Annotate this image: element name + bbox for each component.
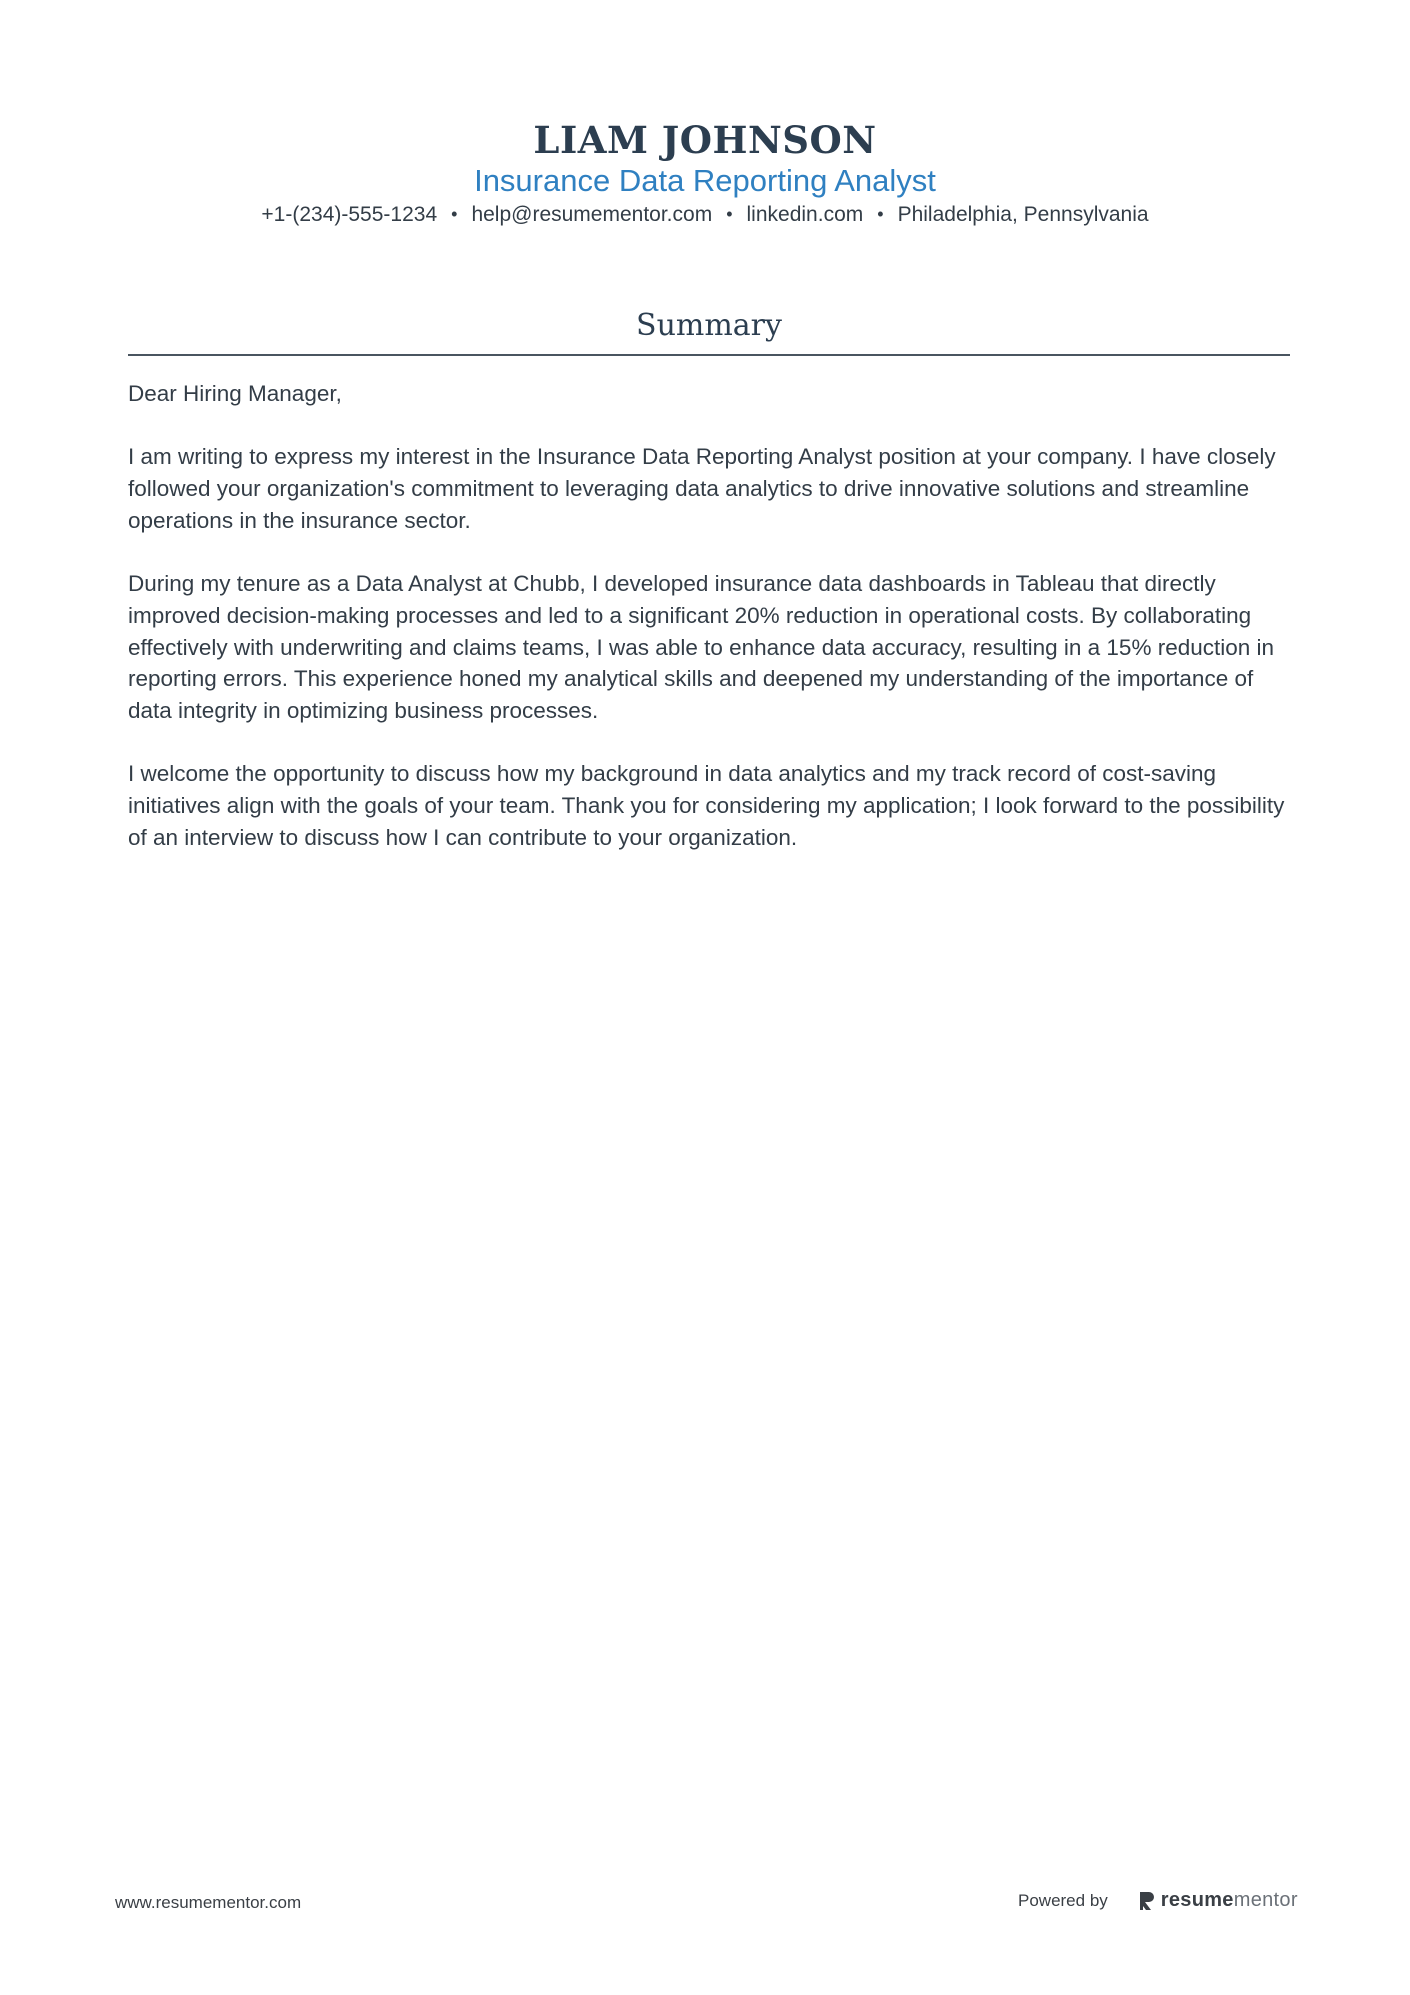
greeting: Dear Hiring Manager, <box>128 381 342 406</box>
brand-name-light: mentor <box>1233 1889 1298 1911</box>
linkedin-link: linkedin.com <box>746 203 864 226</box>
contact-separator: • <box>451 204 458 224</box>
section-title: Summary <box>636 308 782 343</box>
letter-paragraph: During my tenure as a Data Analyst at Chubb, I developed insurance data dashboards in Tableau that directly improved decision-making processes and led to a significant 20% reduction in operational costs. By collaborating effectively with underwriting and claims teams, I was able to enhance data accuracy, resulting in a 15% reduction in reporting errors. This experience honed my analytical skills and deepened my understanding of the importance of data integrity in optimizing business processes. <box>128 571 1275 723</box>
brand-name-strong: resume <box>1160 1889 1234 1911</box>
letter-paragraph: I welcome the opportunity to discuss how my background in data analytics and my track record of cost-saving initiatives align with the goals of your team. Thank you for considering my application; I look forward to the possibility of an interview to discuss how I can contribute to your organization. <box>128 761 1285 850</box>
email-address: help@resumementor.com <box>471 203 713 226</box>
footer-website: www.resumementor.com <box>115 1893 302 1912</box>
brand-logo <box>1138 1889 1298 1912</box>
location: Philadelphia, Pennsylvania <box>897 203 1149 226</box>
summary-section-header <box>128 306 1290 356</box>
resume-header <box>0 118 1410 230</box>
letter-paragraph: I am writing to express my interest in the Insurance Data Reporting Analyst position at your company. I have closely followed your organization's commitment to leveraging data analytics to drive innovative solutions and streamline operations in the insurance sector. <box>128 444 1276 533</box>
contact-line <box>0 200 1410 230</box>
contact-separator: • <box>877 204 884 224</box>
section-divider <box>128 354 1290 356</box>
resumementor-logo-icon <box>1138 1891 1156 1911</box>
job-title: Insurance Data Reporting Analyst <box>474 163 936 198</box>
letter-body <box>128 378 1290 885</box>
powered-by-label: Powered by <box>1018 1890 1108 1910</box>
phone-number: +1-(234)-555-1234 <box>261 203 438 226</box>
contact-separator: • <box>726 204 733 224</box>
candidate-name: LIAM JOHNSON <box>533 118 877 162</box>
footer-branding <box>1018 1889 1298 1912</box>
